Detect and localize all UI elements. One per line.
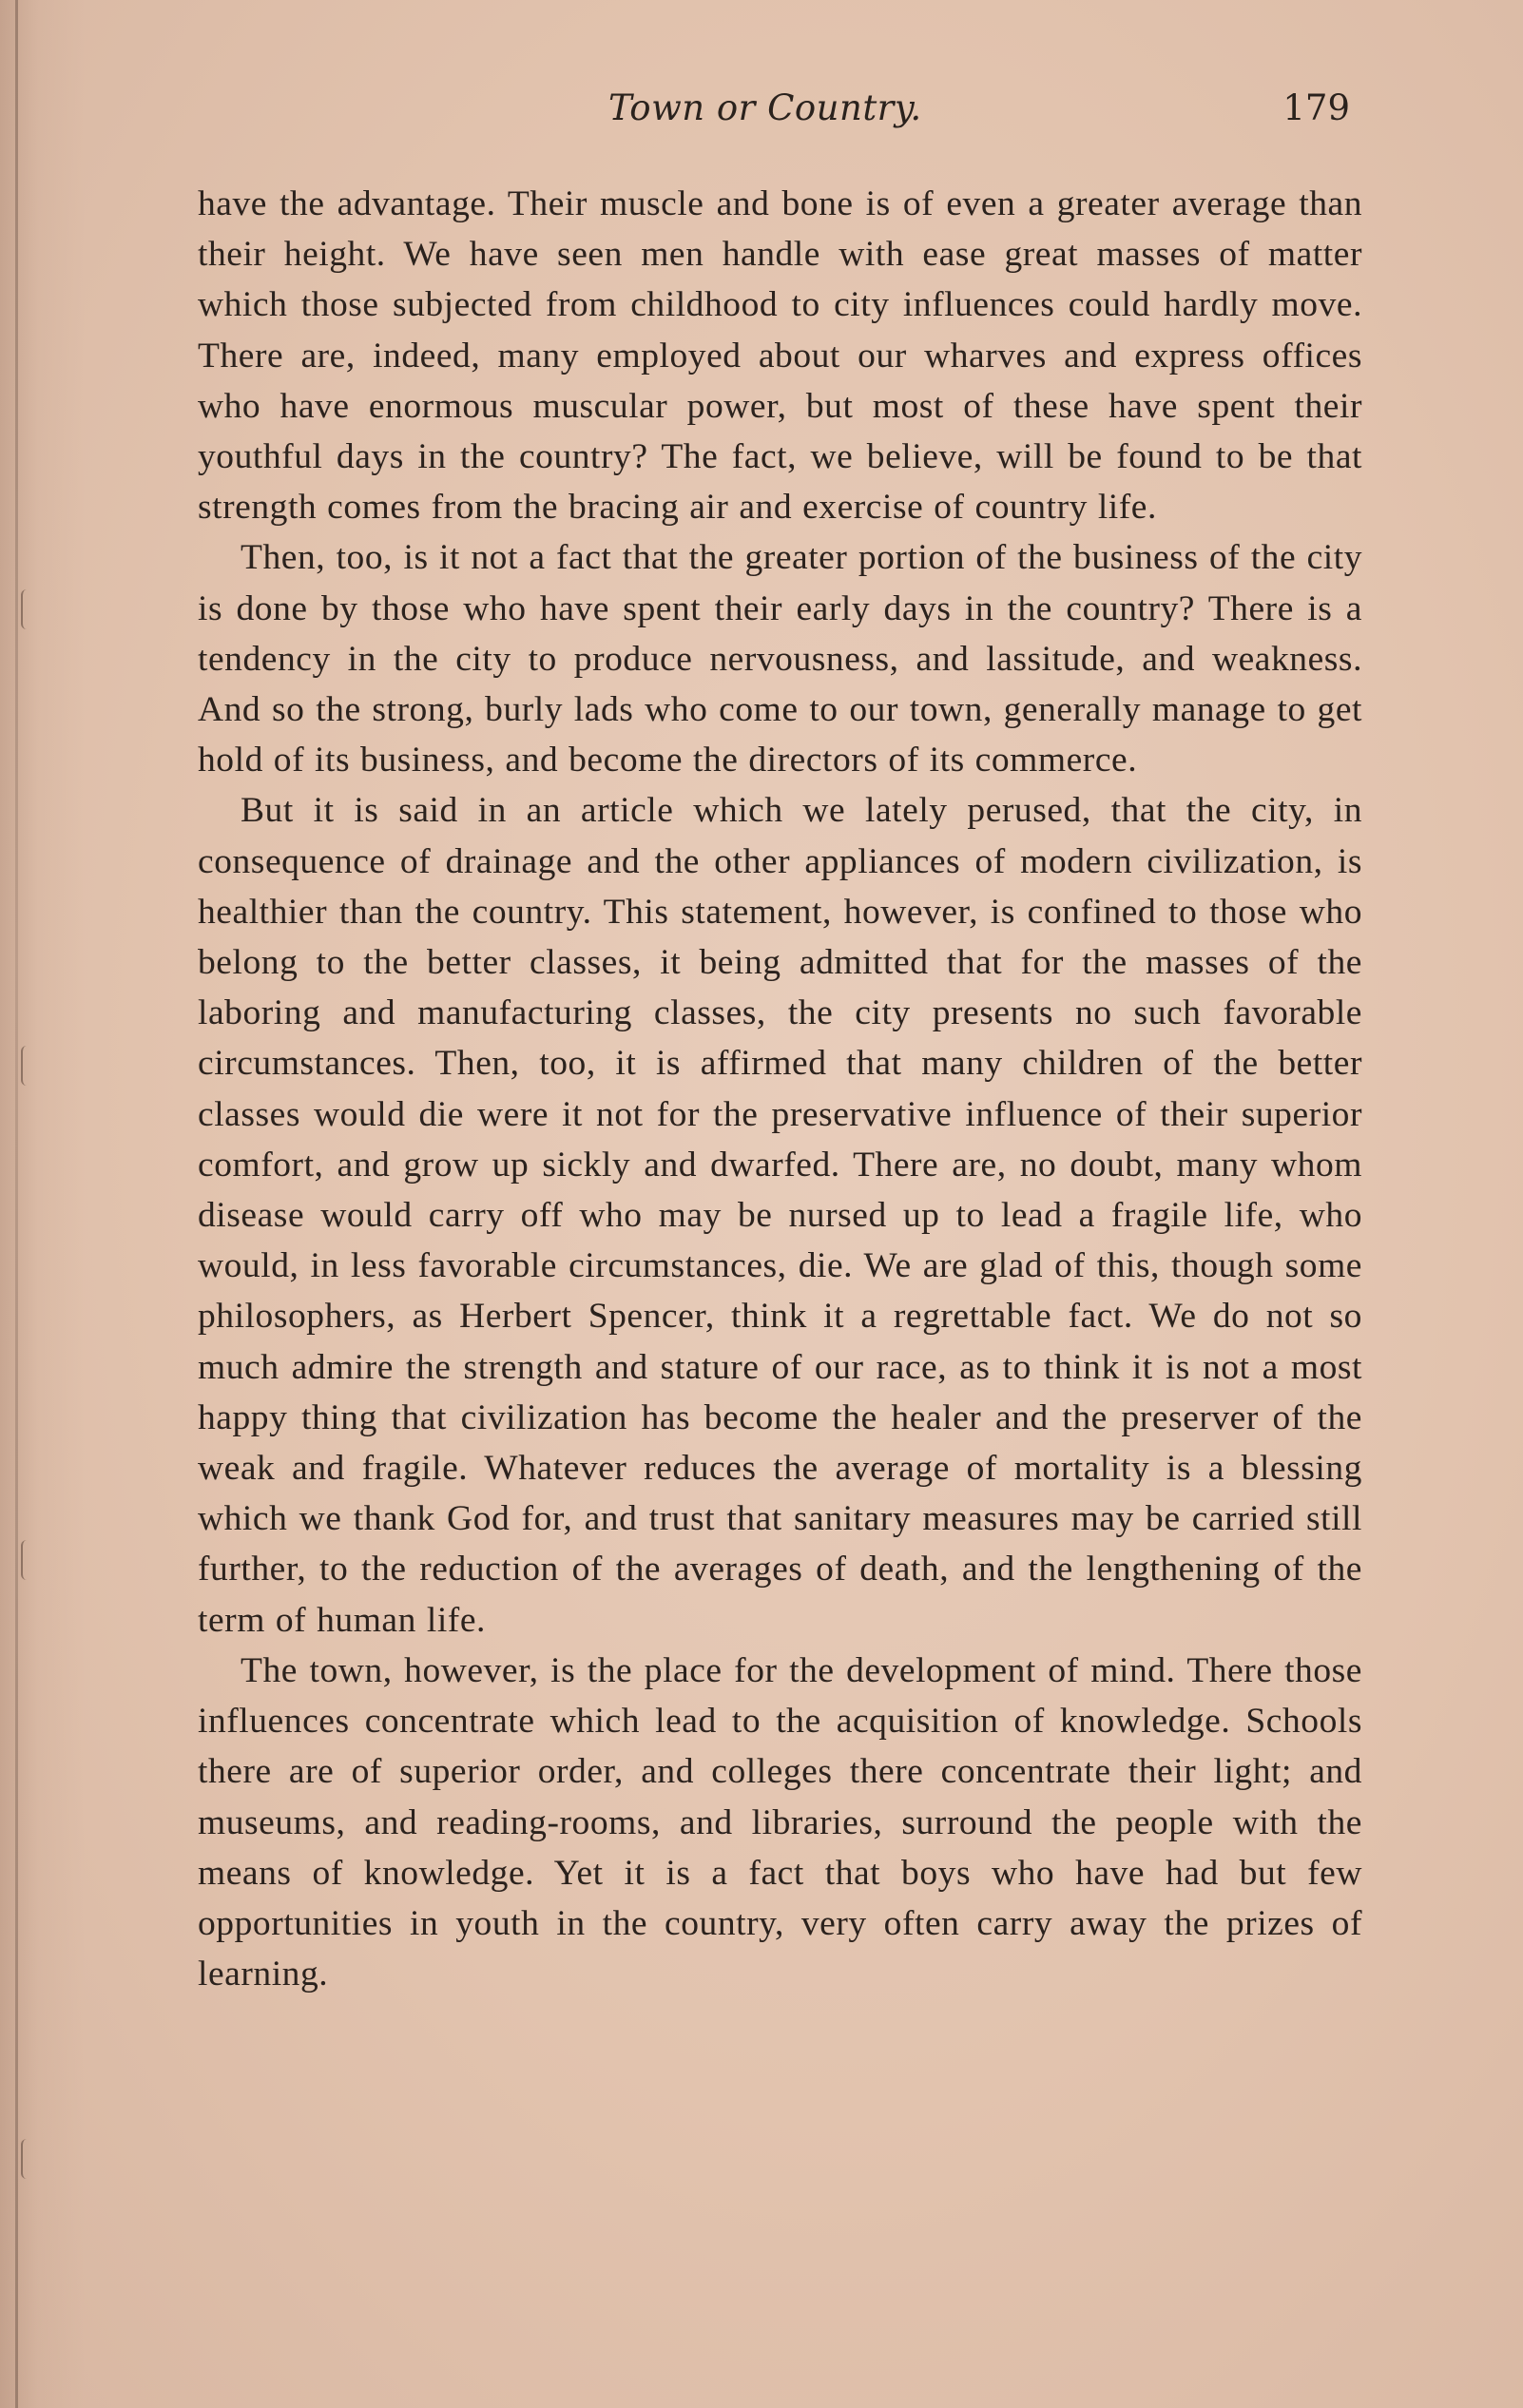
margin-mark [21,1540,36,1580]
page-number: 179 [1282,87,1350,128]
paragraph-1: have the advantage. Their muscle and bone is of even a greater average than their height. We have seen men handle with ease great masses of matter which those subjected from childhood to city influences could hardly move. There are, indeed, many employed about our wharves and express offices who have enormous muscular power, but most of these have spent their youthful days in the country? The fact, we believe, will be found to be that strength comes from the bracing air and exercise of country life. [198,184,1362,528]
margin-mark [21,589,36,629]
body-text [198,179,1362,1999]
paragraph-4: The town, however, is the place for the development of mind. There those influences concentrate which lead to the acquisition of knowledge. Schools there are of superior order, and colleges there concentrate their light; and museums, and reading-rooms, and libraries, surround the people with the means of knowledge. Yet it is a fact that boys who have had but few opportunities in youth in the country, very often carry away the prizes of learning. [198,1650,1362,1994]
binding-gutter [15,0,18,2408]
paragraph-2: Then, too, is it not a fact that the greater portion of the business of the city is done by those who have spent their early days in the country? There is a tendency in the city to produce nervousness, and lassitude, and weakness. And so the strong, burly lads who come to our town, generally manage to get hold of its business, and become the directors of its commerce. [198,538,1362,780]
page-header [200,87,1350,135]
paragraph-3: But it is said in an article which we lately perused, that the city, in consequence of drainage and the other appliances of modern civilization, is healthier than the country. This statement, however, is confined to those who belong to the better classes, it being admitted that for the masses of the laboring and manufacturing classes, the city presents no such favorable circumstances. Then, too, it is affirmed that many children of the better classes would die were it not for the preservative influence of their superior comfort, and grow up sickly and dwarfed. There are, no doubt, many whom disease would carry off who may be nursed up to lead a fragile life, who would, in less favorable circumstances, die. We are glad of this, though some philosophers, as Herbert Spencer, think it a regrettable fact. We do not so much admire the strength and stature of our race, as to think it is not a most happy thing that civilization has become the healer and the preserver of the weak and fragile. Whatever reduces the average of mortality is a blessing which we thank God for, and trust that sanitary measures may be carried still further, to the reduction of the averages of death, and the lengthening of the term of human life. [198,791,1362,1640]
margin-mark [21,2139,36,2179]
running-head: Town or Country. [608,87,922,128]
margin-mark [21,1046,36,1086]
